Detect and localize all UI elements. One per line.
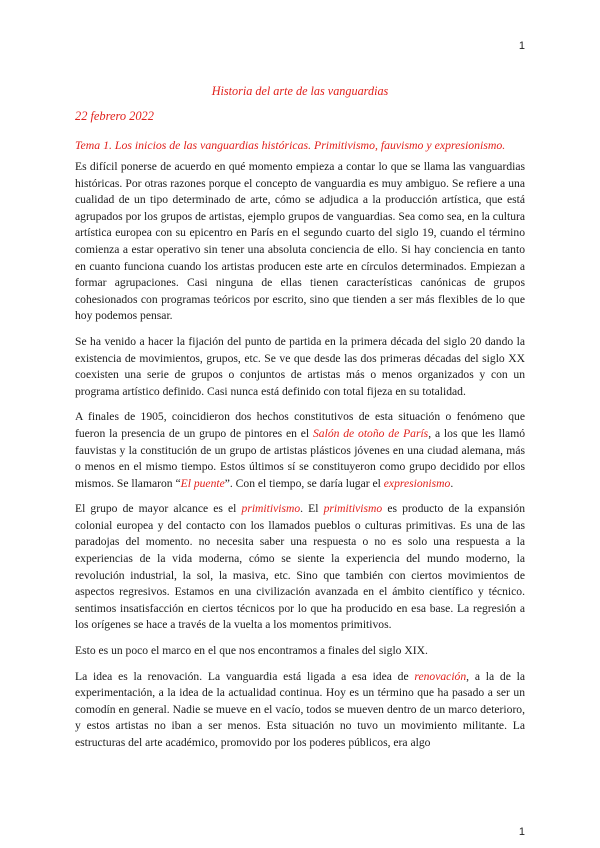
paragraph-4 — [75, 501, 525, 634]
paragraph-3-text-c: ”. Con el tiempo, se daría lugar el — [224, 476, 384, 490]
paragraph-3-text-a: A finales de 1905, coincidieron dos hechos constitutivos de esta situación o fenómeno que fueron la presencia de un grupo de pintores en el — [75, 410, 525, 440]
term-renovacion: renovación — [414, 669, 467, 683]
paragraph-6-text-b: , a la de la experimentación, a la idea de la actualidad continua. Hoy es un término que ha pasado a ser un comodín en general. Nadie se mueve en el vacío, todos se mueven dentro de un marco deterioro, y estos artistas no iban a ser menos. Esta situación no tuvo un movimiento militante. La estructuras del arte académico, promovido por los poderes públicos, era algo — [75, 669, 525, 749]
document-date: 22 febrero 2022 — [75, 109, 154, 123]
paragraph-3 — [75, 409, 525, 492]
term-primitivismo-1: primitivismo — [241, 502, 301, 516]
paragraph-4-text-b: . El — [300, 502, 324, 516]
paragraph-3-text-d: . — [450, 476, 454, 490]
paragraph-3-text-b: , a los que les llamó fauvistas y la constitución de un grupo de artistas plásticos jóvenes en una ciudad alemana, más o menos en el mismo tiempo. Estos últimos sí se constituyeron como grupo decidido por ellos mismos. Se llamaron “ — [75, 426, 526, 490]
document-body — [75, 159, 525, 761]
page-number-bottom: 1 — [518, 826, 525, 838]
paragraph-6-text-a: La idea es la renovación. La vanguardia está ligada a esa idea de — [75, 669, 415, 683]
paragraph-6 — [75, 669, 525, 752]
term-el-puente: El puente — [180, 476, 225, 490]
term-expresionismo: expresionismo — [383, 476, 451, 490]
page-number-top: 1 — [518, 40, 525, 52]
topic-heading: Tema 1. Los inicios de las vanguardias históricas. Primitivismo, fauvismo y expresionismo. — [75, 138, 506, 152]
paragraph-5: Esto es un poco el marco en el que nos encontramos a finales del siglo XIX. — [75, 644, 428, 658]
document-title: Historia del arte de las vanguardias — [211, 84, 389, 98]
paragraph-4-text-c: es producto de la expansión colonial europea y del contacto con los llamados pueblos o culturas primitivas. Es una de las paradojas del momento. no necesita saber una respuesta o no es solo una respuesta a la experiencias de la vida moderna, cómo se siente la experiencia del mundo moderno, la revolución industrial, la sol, la masiva, etc. Sino que también con ciertos movimientos de aspectos regresivos. Estamos en una civilización avanzada en el ámbito científico y técnico. sentimos insatisfacción en ciertos técnicos por lo que ha producido en esa base. La regresión a los orígenes se hace a través de la vuelta a los momentos primitivos. — [75, 502, 525, 632]
term-primitivismo-2: primitivismo — [323, 502, 383, 516]
paragraph-2: Se ha venido a hacer la fijación del punto de partida en la primera década del siglo 20 dando la existencia de movimientos, grupos, etc. Se ve que desde las dos primeras décadas del siglo XX coexisten una serie de grupos o conjuntos de artistas más o menos organizados y con un programa artístico definido. Casi nunca está definido con total fijeza en su totalidad. — [75, 334, 525, 398]
term-salon-otono: Salón de otoño de París — [313, 426, 429, 440]
paragraph-1: Es difícil ponerse de acuerdo en qué momento empieza a contar lo que se llama las vanguardias históricas. Por otras razones porque el concepto de vanguardia es muy ambiguo. Se refiere a una cualidad de un tipo determinado de arte, cómo se adjudica a la producción artística, que está agrupados por los grupos de artistas, ejemplo grupos de vanguardias. Sea como sea, en la cultura artística europea con su epicentro en París en el segundo cuarto del siglo 19, cuando el término comienza a estar operativo sin tener una absoluta conciencia de ello. Si hay conciencia en tanto en cuanto funciona cuando los artistas producen este arte en círculos determinados. Empiezan a formar agrupaciones. Casi ninguna de ellas tienen características canónicas de grupos cohesionados con programas teóricos por escrito, sino que tienden a ser más flexibles de lo que hoy podemos pensar. — [75, 160, 525, 323]
paragraph-4-text-a: El grupo de mayor alcance es el — [75, 502, 242, 516]
